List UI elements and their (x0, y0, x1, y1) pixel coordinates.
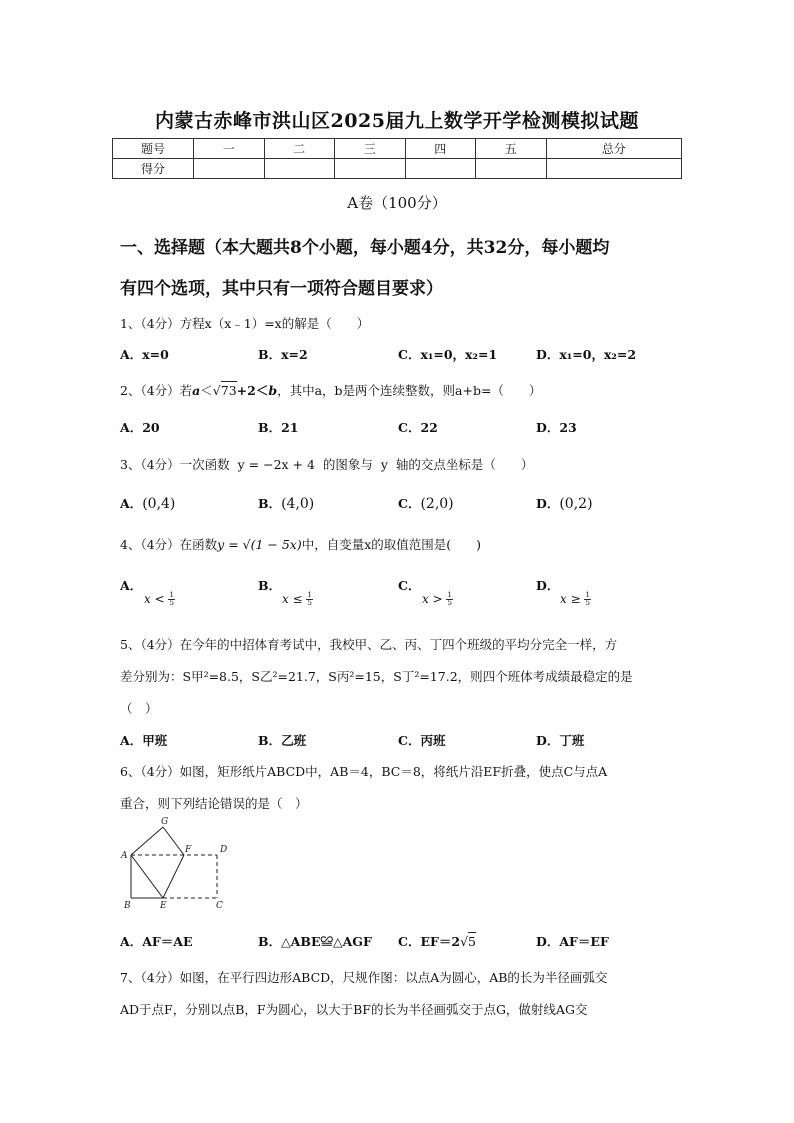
q2-mid: +2＜ (236, 383, 269, 398)
q4-option-b-expr (282, 592, 313, 607)
score-table-header-row (113, 139, 682, 159)
q3-option-a-value: (0,4) (142, 496, 176, 512)
q5-option-a[interactable]: A．甲班 (120, 733, 168, 748)
q2-option-a[interactable]: A．20 (120, 420, 160, 435)
frac-num: 1 (169, 591, 174, 599)
frac-den: 5 (447, 599, 452, 607)
q4-frac-d (584, 592, 590, 607)
section-heading: A卷（100分） (347, 194, 447, 212)
score-input-cell[interactable] (476, 159, 547, 179)
q3-option-c-label: C． (398, 496, 421, 511)
frac-num: 1 (447, 591, 452, 599)
q4-option-a-expr (144, 592, 175, 607)
q1-option-d[interactable]: D．x₁=0，x₂=2 (536, 347, 637, 362)
q2-option-c[interactable]: C．22 (398, 420, 438, 435)
question-7-line1: 7、（4分）如图，在平行四边形ABCD，尺规作图：以点A为圆心，AB的长为半径画弧交 (120, 970, 608, 985)
question-5-line3: （ ） (120, 701, 158, 716)
part1-heading-line2: 有四个选项，其中只有一项符合题目要求） (120, 279, 443, 299)
q5-option-b[interactable]: B．乙班 (258, 733, 307, 748)
segment-ae (131, 855, 163, 898)
label-g: G (161, 817, 169, 827)
q4-option-a-label[interactable]: A． (120, 578, 143, 593)
score-input-cell[interactable] (546, 159, 682, 179)
label-f: F (185, 845, 192, 855)
label-d: D (220, 845, 228, 855)
q2-sqrt-sign: √ (212, 383, 221, 398)
score-header-cell: 四 (405, 139, 476, 159)
label-e: E (160, 901, 167, 911)
frac-den: 5 (585, 599, 590, 607)
q5-option-d[interactable]: D．丁班 (536, 733, 585, 748)
q4-option-b-label[interactable]: B． (258, 578, 282, 593)
frac-den: 5 (307, 599, 312, 607)
q3-suffix: 轴的交点坐标是（ ） (395, 457, 534, 472)
label-b: B (124, 901, 131, 911)
q2-lt: ＜ (200, 383, 213, 398)
q3-option-b-value: (4,0) (281, 496, 315, 512)
q3-option-d[interactable] (536, 494, 593, 512)
question-3-stem (120, 455, 533, 473)
q3-option-d-label: D． (536, 496, 560, 511)
question-4-stem (120, 535, 481, 553)
q2-var-a: a (192, 383, 201, 398)
score-input-cell[interactable] (194, 159, 265, 179)
q3-function: y = −2x + 4 (237, 457, 315, 472)
folded-rectangle-figure (115, 812, 235, 912)
q2-option-d[interactable]: D．23 (536, 420, 577, 435)
question-2-stem (120, 381, 541, 399)
score-input-cell[interactable] (264, 159, 335, 179)
segment-gf (163, 827, 184, 855)
q3-option-b-label: B． (258, 496, 282, 511)
q5-option-c[interactable]: C．丙班 (398, 733, 446, 748)
q3-option-a[interactable] (120, 494, 175, 512)
score-header-cell: 总分 (546, 139, 682, 159)
page-title: 内蒙古赤峰市洪山区2025届九上数学开学检测模拟试题 (155, 110, 639, 132)
q6-option-c[interactable] (398, 932, 476, 950)
score-input-cell[interactable] (405, 159, 476, 179)
question-5-line2: 差分别为：S甲²=8.5，S乙²=21.7，S丙²=15，S丁²=17.2，则四个班体考成绩最稳定的是 (120, 669, 633, 684)
q6-option-a[interactable]: A．AF＝AE (120, 934, 193, 949)
q6-option-d[interactable]: D．AF＝EF (536, 934, 609, 949)
q4-option-d-expr (560, 592, 591, 607)
q2-var-b: b (268, 383, 278, 398)
score-header-cell: 二 (264, 139, 335, 159)
q4-rel-d: x ≥ (560, 592, 581, 606)
score-header-cell: 题号 (113, 139, 194, 159)
q6-option-c-sqrt-sign: √ (460, 934, 469, 949)
q2-option-b[interactable]: B．21 (258, 420, 299, 435)
question-5-line1: 5、（4分）在今年的中招体育考试中，我校甲、乙、丙、丁四个班级的平均分完全一样，方 (120, 637, 618, 652)
label-c: C (216, 901, 223, 911)
q4-frac-a (168, 592, 174, 607)
q6-option-c-text: C．EF＝2 (398, 934, 461, 949)
q4-rel-a: x < (144, 592, 165, 606)
q4-option-d-label[interactable]: D． (536, 578, 560, 593)
q3-option-c[interactable] (398, 494, 454, 512)
score-header-cell: 五 (476, 139, 547, 159)
score-header-cell: 一 (194, 139, 265, 159)
q6-option-b[interactable]: B．△ABE≌△AGF (258, 934, 372, 949)
q1-option-c[interactable]: C．x₁=0，x₂=1 (398, 347, 498, 362)
frac-den: 5 (169, 599, 174, 607)
q4-rel-b: x ≤ (282, 592, 303, 606)
q4-function: y = √(1 − 5x) (217, 537, 302, 552)
q4-suffix: 中，自变量x的取值范围是( ) (301, 537, 482, 552)
q3-mid: 的图象与 (322, 457, 373, 472)
score-table (112, 138, 682, 179)
question-6-line2: 重合，则下列结论错误的是（ ） (120, 796, 308, 811)
q3-prefix: 3、（4分）一次函数 (120, 457, 230, 472)
frac-num: 1 (585, 591, 590, 599)
score-row-label: 得分 (113, 159, 194, 179)
score-table-score-row (113, 159, 682, 179)
question-7-line2: AD于点F，分别以点B，F为圆心，以大于BF的长为半径画弧交于点G，做射线AG交 (120, 1002, 588, 1017)
q4-option-c-expr (422, 592, 453, 607)
q2-prefix: 2、（4分）若 (120, 383, 193, 398)
label-a: A (121, 851, 128, 861)
q4-rel-c: x > (422, 592, 443, 606)
q2-suffix: ，其中a，b是两个连续整数，则a+b=（ ） (277, 383, 542, 398)
q4-frac-b (306, 592, 312, 607)
frac-num: 1 (307, 591, 312, 599)
q2-radicand: 73 (220, 383, 237, 398)
question-6-line1: 6、（4分）如图，矩形纸片ABCD中，AB＝4，BC＝8，将纸片沿EF折叠，使点C与点A (120, 764, 608, 779)
q3-option-d-value: (0,2) (559, 496, 593, 512)
part1-heading-line1: 一、选择题（本大题共8个小题，每小题4分，共32分，每小题均 (120, 238, 610, 258)
q3-option-b[interactable] (258, 494, 314, 512)
q6-option-c-radicand: 5 (468, 934, 476, 949)
q4-prefix: 4、（4分）在函数 (120, 537, 218, 552)
score-header-cell: 三 (335, 139, 406, 159)
q3-option-c-value: (2,0) (420, 496, 454, 512)
q1-option-b[interactable]: B．x=2 (258, 347, 308, 362)
q3-y: y (380, 457, 388, 472)
q3-option-a-label: A． (120, 496, 143, 511)
q4-option-c-label[interactable]: C． (398, 578, 421, 593)
score-input-cell[interactable] (335, 159, 406, 179)
q4-frac-c (446, 592, 452, 607)
segment-ef (163, 855, 184, 898)
q1-option-a[interactable]: A．x=0 (120, 347, 169, 362)
question-1-stem: 1、（4分）方程x（x﹣1）=x的解是（ ） (120, 316, 370, 331)
segment-ag (131, 827, 163, 855)
